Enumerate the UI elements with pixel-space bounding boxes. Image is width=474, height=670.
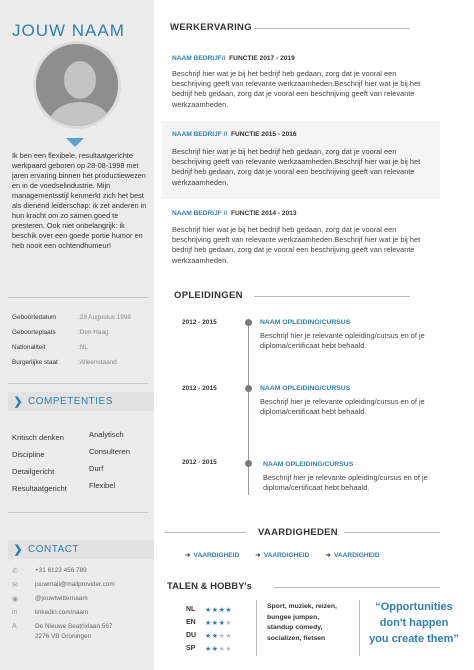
competentie-item: Resultaatgericht xyxy=(12,484,67,493)
contact-row xyxy=(12,567,152,581)
edu-title: NAAM OPLEIDING/CURSUS xyxy=(260,319,351,326)
language-code: SP xyxy=(186,645,196,652)
job-role: FUNCTIE 2015 - 2016 xyxy=(231,131,297,138)
language-row xyxy=(186,642,246,655)
hobby-line: socializen, fietsen xyxy=(267,634,326,642)
competenties-title: COMPETENTIES xyxy=(28,396,113,407)
vaardigheid-item xyxy=(325,551,379,559)
language-code: NL xyxy=(186,606,196,613)
contact-row xyxy=(12,623,152,647)
info-row xyxy=(12,325,152,340)
info-row xyxy=(12,310,152,325)
mail-icon: ✉ xyxy=(12,582,18,589)
edu-years: 2012 - 2015 xyxy=(182,319,217,326)
job-title xyxy=(172,55,295,62)
language-code: EN xyxy=(186,619,196,626)
star-icon: ★ xyxy=(211,606,219,614)
hobby-line: bungee jumpen, xyxy=(267,613,320,621)
info-label: Burgerlijke staat xyxy=(12,359,58,366)
vaardigheid-label: VAARDIGHEID xyxy=(263,552,310,559)
job-role: FUNCTIE 2017 - 2019 xyxy=(229,55,295,62)
timeline-dot xyxy=(245,319,252,326)
star-icon: ★ xyxy=(211,632,219,640)
linkedin-icon: in xyxy=(12,609,18,616)
star-icon: ★ xyxy=(218,606,226,614)
personal-info xyxy=(12,310,152,370)
double-chevron-icon: ➜ xyxy=(185,552,191,559)
star-icon: ★ xyxy=(218,619,226,627)
contact-row xyxy=(12,595,152,609)
avatar xyxy=(33,41,121,129)
info-row xyxy=(12,355,152,370)
language-row xyxy=(186,629,246,642)
job-company: NAAM BEDRIJF// xyxy=(172,55,226,62)
contact-list xyxy=(12,567,152,647)
star-icon: ★ xyxy=(211,619,219,627)
info-value: :Den Haag xyxy=(78,329,109,336)
contact-title: CONTACT xyxy=(28,544,80,555)
competentie-item: Consulteren xyxy=(89,447,130,456)
competentie-item: Kritisch denken xyxy=(12,433,64,442)
quote-line: “Opportunities xyxy=(375,601,453,613)
divider xyxy=(8,512,148,513)
edu-title: NAAM OPLEIDING/CURSUS xyxy=(260,385,351,392)
address xyxy=(35,623,112,640)
vaardigheden-title: VAARDIGHEDEN xyxy=(258,527,338,538)
twitter-handle[interactable]: @jouwtwitternaam xyxy=(35,595,88,602)
vaardigheid-label: VAARDIGHEID xyxy=(333,552,380,559)
star-icon: ★ xyxy=(218,632,226,640)
rating-stars xyxy=(205,645,232,653)
edu-description: Beschrijf hier je relevante opleiding/cursus en of je diploma/certificaat hebt behaald. xyxy=(260,397,425,417)
twitter-icon: ◉ xyxy=(12,596,19,603)
talen-hobbys-title: TALEN & HOBBY's xyxy=(167,581,252,592)
competentie-item: Discipline xyxy=(12,450,45,459)
language-row xyxy=(186,603,246,616)
rating-stars xyxy=(205,619,232,627)
profile-summary: Ik ben een flexibele, resultaatgerichte werkpaard geboren op 28-08-1998 met jaren ervaring binnen het productiewezen en in de voedselindustrie. Mijn managementsstijl kenmerkt zich het best als dienend leiderschap: ik zet anderen in hun kracht om zo samen goed te presteren. Ook niet onbelangrijk: ik beschik over een goede portie humor en heb nooit een ochtendhumeur! xyxy=(12,151,147,250)
double-chevron-icon: ➜ xyxy=(325,552,331,559)
timeline-dot xyxy=(245,460,252,467)
hobby-line: Sport, muziek, reizen, xyxy=(267,603,337,610)
job-description: Beschrijf hier wat je bij het bedrijf heb gedaan, zorg dat je vooral een beschrijving geeft van relevante werkzaamheden.Beschrijf hier wat je bij het bedrijf heb gedaan, zorg dat je vooral een beschrijving geeft van relevante werkzaamheden. xyxy=(172,147,421,187)
languages-list xyxy=(186,603,246,655)
star-icon: ★ xyxy=(205,606,212,614)
hobby-line: standup comedy, xyxy=(267,624,323,631)
edu-years: 2012 - 2015 xyxy=(182,385,217,392)
job-company: NAAM BEDRIJF // xyxy=(172,210,228,217)
candidate-name: JOUW NAAM xyxy=(12,21,125,40)
vaardigheid-label: VAARDIGHEID xyxy=(193,552,240,559)
job-description: Beschrijf hier wat je bij het bedrijf heb gedaan, zorg dat je vooral een beschrijving geeft van relevante werkzaamheden.Beschrijf hier wat je bij het bedrijf heb gedaan, zorg dat je vooral een beschrijving geeft van relevante werkzaamheden. xyxy=(172,69,421,109)
info-value: :NL xyxy=(78,344,88,351)
hobbies-text xyxy=(267,602,357,644)
column-separator xyxy=(256,600,257,656)
star-icon: ★ xyxy=(225,645,233,653)
competentie-item: Detailgericht xyxy=(12,467,55,476)
info-label: Geboorteplaats xyxy=(12,329,56,336)
info-label: Nationaliteit xyxy=(12,344,46,351)
contact-row xyxy=(12,581,152,595)
edu-description: Beschrijf hier je relevante opleiding/cursus en of je diploma/certificaat hebt behaald. xyxy=(263,473,428,493)
job-role: FUNCTIE 2014 - 2013 xyxy=(231,210,297,217)
vaardigheid-item xyxy=(185,551,239,559)
section-rule xyxy=(164,532,246,533)
competentie-item: Analytisch xyxy=(89,430,124,439)
divider xyxy=(8,297,148,298)
divider xyxy=(8,383,148,384)
star-icon: ★ xyxy=(205,619,212,627)
section-rule xyxy=(254,28,410,29)
language-code: DU xyxy=(186,632,197,639)
language-row xyxy=(186,616,246,629)
competenties-list xyxy=(12,427,152,497)
column-separator xyxy=(359,600,360,656)
quote-line: don't happen xyxy=(379,617,449,629)
section-rule xyxy=(254,296,410,297)
info-label: Geboortedatum xyxy=(12,314,57,321)
werkervaring-title: WERKERVARING xyxy=(170,22,252,33)
star-icon: ★ xyxy=(211,645,219,653)
star-icon: ★ xyxy=(225,619,233,627)
competenties-header xyxy=(8,392,154,411)
contact-row xyxy=(12,609,152,623)
email-address[interactable]: jouwmail@mailprovider.com xyxy=(35,581,115,588)
job-title xyxy=(172,131,297,138)
star-icon: ★ xyxy=(225,606,233,614)
star-icon: ★ xyxy=(225,632,233,640)
section-rule xyxy=(344,532,440,533)
vaardigheden-list xyxy=(185,551,396,559)
star-icon: ★ xyxy=(205,645,212,653)
edu-description: Beschrijf hier je relevante opleiding/cursus en of je diploma/certificaat hebt behaald. xyxy=(260,331,425,351)
quote-line: you create them” xyxy=(369,633,459,645)
info-value: :Alleenstaand xyxy=(78,359,117,366)
job-title xyxy=(172,210,297,217)
phone-icon: ✆ xyxy=(12,568,18,575)
opleidingen-title: OPLEIDINGEN xyxy=(174,290,243,301)
double-chevron-icon: ➜ xyxy=(255,552,261,559)
star-icon: ★ xyxy=(205,632,212,640)
rating-stars xyxy=(205,606,232,614)
star-icon: ★ xyxy=(218,645,226,653)
edu-title: NAAM OPLEIDING/CURSUS xyxy=(263,461,354,468)
rating-stars xyxy=(205,632,232,640)
info-row xyxy=(12,340,152,355)
timeline-dot xyxy=(245,385,252,392)
info-value: :28 Augustus 1998 xyxy=(78,314,131,321)
address-icon: A xyxy=(12,623,17,630)
edu-years: 2012 - 2015 xyxy=(182,459,217,466)
competentie-item: Durf xyxy=(89,464,104,473)
phone-number[interactable]: +31 6123 456 789 xyxy=(35,567,87,574)
chevron-right-icon: ❯ xyxy=(13,544,23,556)
job-company: NAAM BEDRIJF // xyxy=(172,131,228,138)
competentie-item: Flexibel xyxy=(89,481,116,490)
vaardigheid-item xyxy=(255,551,309,559)
quote xyxy=(366,599,462,647)
chevron-right-icon: ❯ xyxy=(13,396,23,408)
contact-header xyxy=(8,540,154,559)
chevron-down-icon xyxy=(66,138,84,147)
linkedin-url[interactable]: linkedin.com/naam xyxy=(35,609,89,616)
timeline-line xyxy=(248,320,249,495)
address-line: De Nieuwe Beatrixlaan 567 xyxy=(35,623,113,630)
address-line: 2276 VB Groningen xyxy=(35,633,92,640)
section-rule xyxy=(274,587,440,588)
job-description: Beschrijf hier wat je bij het bedrijf heb gedaan, zorg dat je vooral een beschrijving geeft van relevante werkzaamheden.Beschrijf hier wat je bij het bedrijf heb gedaan, zorg dat je vooral een beschrijving geeft van relevante werkzaamheden. xyxy=(172,225,421,265)
